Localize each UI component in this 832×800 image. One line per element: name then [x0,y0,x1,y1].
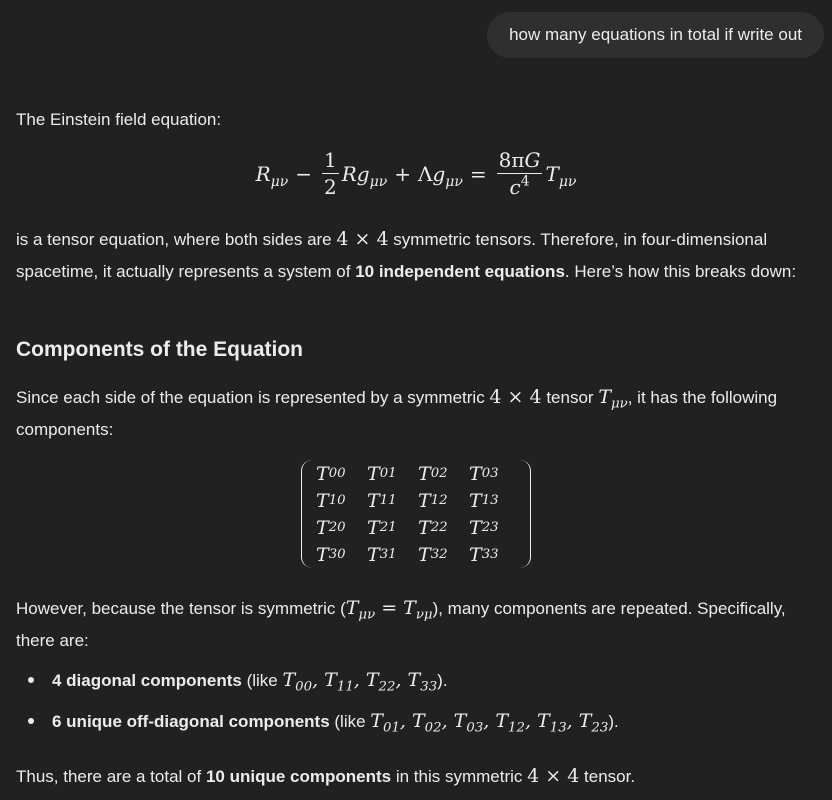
matrix-cell-3-1: T 31 [367,543,397,566]
matrix-cell-0-1: T 01 [367,462,397,485]
para1-text-a: is a tensor equation, where both sides are [16,230,337,249]
matrix-cell-1-0: T 10 [316,489,346,512]
matrix-cell-2-1: T 21 [367,516,397,539]
bullet-end: ). [608,712,619,731]
section-heading: Components of the Equation [16,338,303,361]
paragraph-tensor-equation: is a tensor equation, where both sides are 4 × 4 symmetric tensors. Therefore, in four-dimensional spacetime, it actually represents a system of 10 independent equations. Here’s how this breaks down: [16,228,797,281]
matrix-cell-1-3: T 13 [469,489,499,512]
bullet-bold: 6 unique off-diagonal components [52,712,330,731]
matrix-cell-2-2: T 22 [418,516,448,539]
paragraph-symmetric: However, because the tensor is symmetric $(T_{\mu\nu} = T_{\nu\mu})$, many components are repeated. Specifically, there are: [16,597,786,650]
einstein-equation: $R_{\mu\nu}$ − $\frac{1}{2}$ $Rg_{\mu\nu}$ + $\Lambda g_{\mu\nu}$ = $\frac{8\pi G}{c^4}$ $T_{\mu\nu}$ [255,148,577,199]
conclusion-bold: 10 unique components [205,767,392,786]
conclusion-text-c: tensor. [579,767,636,786]
right-paren [520,460,531,568]
matrix-cell-1-1: T 11 [367,489,397,512]
matrix-cell-2-3: T 23 [469,516,499,539]
intro-text [16,104,828,136]
matrix-cell-0-3: T 03 [469,462,499,485]
matrix-cell-1-2: T 12 [418,489,448,512]
bullet-end: ). [437,671,448,690]
list-item-diagonal: 4 diagonal components (like $T_{00}$, $T_{11}$, $T_{22}$, $T_{33}$). [16,664,619,705]
matrix-cell-3-0: T 30 [316,543,346,566]
conclusion-text-a: Thus, there are a total of [16,767,206,786]
conclusion-text: Thus, there are a total of 10 unique components in this symmetric 4 × 4 tensor. [16,765,636,787]
matrix-cell-3-2: T 32 [418,543,448,566]
tensor-matrix [0,460,832,568]
conclusion-text-b: in this symmetric [391,767,528,786]
para3-text-a: However, because the tensor is symmetric ( [16,599,346,618]
para2-text-c: , it has the following components: [16,388,778,439]
matrix-cell-0-0: T 00 [316,462,346,485]
paragraph-components: Since each side of the equation is represented by a symmetric 4 × 4 tensor $T_{\mu\nu}$, it has the following components: [16,386,778,439]
components-list [16,664,619,746]
para3-text-b: ), many components are repeated. Specifically, there are: [16,599,786,650]
bullet-bold: 4 diagonal components [52,671,242,690]
list-item-off-diagonal: 6 unique off-diagonal components (like $T_{01}$, $T_{02}$, $T_{03}$, $T_{12}$, $T_{13}$, $T_{23}$). [16,705,619,746]
bullet-text: (like [241,671,283,690]
intro-label: The Einstein field equation: [16,110,222,129]
matrix-cell-3-3: T 33 [469,543,499,566]
matrix-cell-0-2: T 02 [418,462,448,485]
para1-text-b: symmetric tensors. Therefore, in four-dimensional spacetime, it actually represents a system of [16,230,768,281]
para2-text-a: Since each side of the equation is represented by a symmetric [16,388,490,407]
left-paren [301,460,312,568]
matrix-cell-2-0: T 20 [316,516,346,539]
para1-text-c: . Here’s how this breaks down: [564,262,797,281]
para1-bold: 10 independent equations [355,262,565,281]
para2-text-b: tensor [541,388,599,407]
bullet-text: (like [329,712,371,731]
user-message-text: how many equations in total if write out [509,25,802,44]
user-message-bubble [487,12,824,58]
